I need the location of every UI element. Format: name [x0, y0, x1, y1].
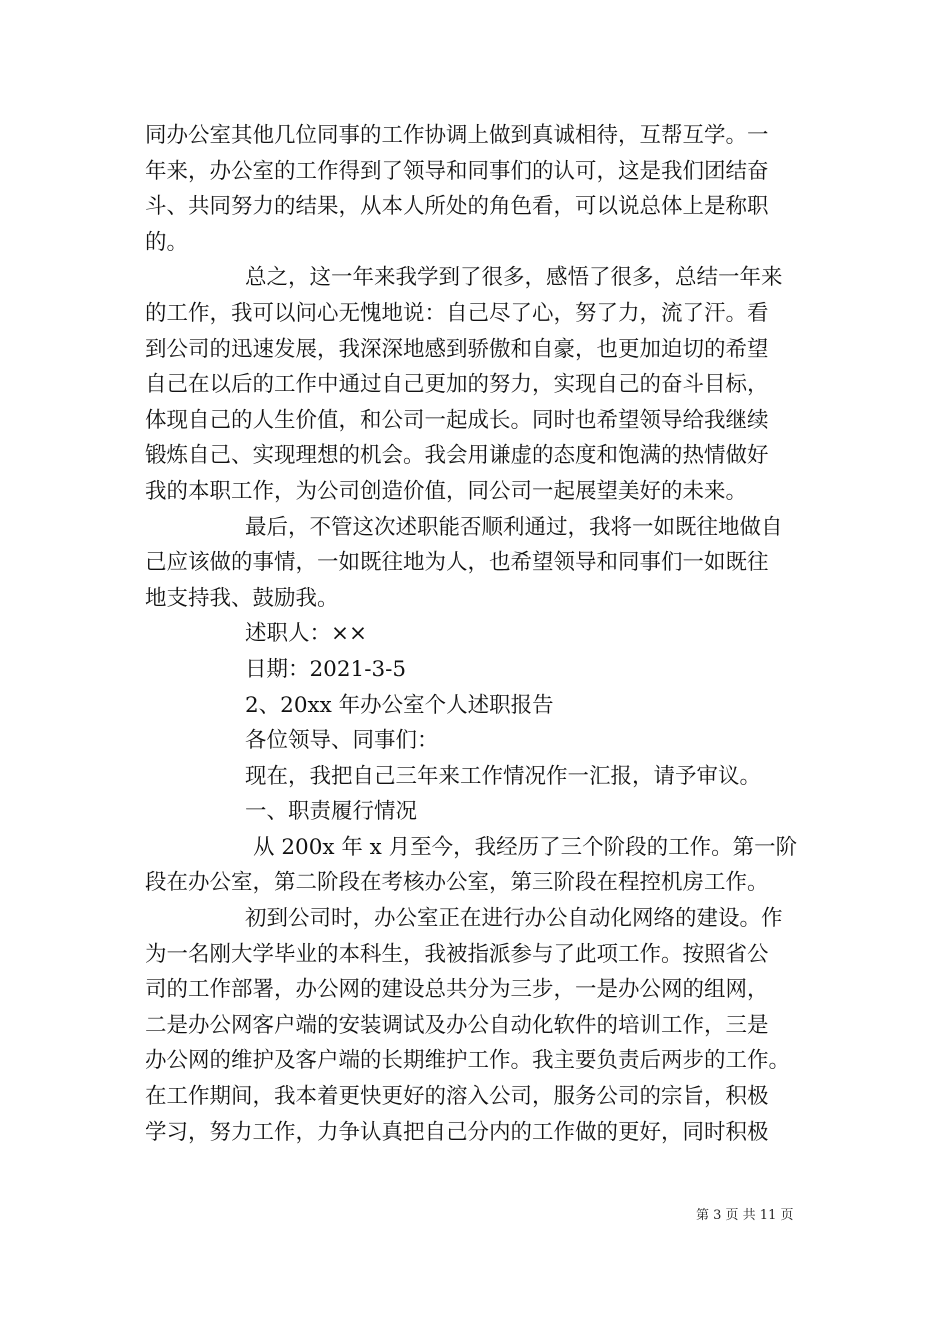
- text-line: 体现自己的人生价值，和公司一起成长。同时也希望领导给我继续: [145, 407, 769, 433]
- section-title: 2、20xx 年办公室个人述职报告: [245, 692, 554, 718]
- text-line: 学习，努力工作，力争认真把自己分内的工作做的更好，同时积极: [145, 1119, 769, 1145]
- body-text: [145, 118, 815, 1150]
- text-line: 现在，我把自己三年来工作情况作一汇报，请予审议。: [245, 763, 762, 789]
- date-line: 日期：2021-3-5: [245, 656, 407, 682]
- text-line: 到公司的迅速发展，我深深地感到骄傲和自豪，也更加迫切的希望: [145, 336, 769, 362]
- text-line: 最后，不管这次述职能否顺利通过，我将一如既往地做自: [245, 514, 783, 540]
- subsection-heading: 一、职责履行情况: [245, 799, 418, 825]
- salutation: 各位领导、同事们：: [245, 728, 439, 754]
- text-line: 办公网的维护及客户端的长期维护工作。我主要负责后两步的工作。: [145, 1048, 791, 1074]
- text-line: 在工作期间，我本着更快更好的溶入公司，服务公司的宗旨，积极: [145, 1084, 769, 1110]
- text-line: 的。: [145, 229, 189, 255]
- text-line: 的工作，我可以问心无愧地说：自己尽了心，努了力，流了汗。看: [145, 300, 769, 326]
- text-line: 斗、共同努力的结果，从本人所处的角色看，可以说总体上是称职: [145, 194, 769, 220]
- text-line: 地支持我、鼓励我。: [145, 585, 339, 611]
- text-line: 总之，这一年来我学到了很多，感悟了很多，总结一年来: [245, 265, 783, 291]
- signer-line: 述职人：××: [245, 621, 368, 647]
- text-line: 初到公司时，办公室正在进行办公自动化网络的建设。作: [245, 906, 783, 932]
- text-line: 从 200x 年 x 月至今，我经历了三个阶段的工作。第一阶: [253, 834, 798, 860]
- page-number-footer: 第 3 页 共 11 页: [696, 1208, 794, 1223]
- text-line: 司的工作部署，办公网的建设总共分为三步，一是办公网的组网，: [145, 977, 769, 1003]
- text-line: 同办公室其他几位同事的工作协调上做到真诚相待，互帮互学。一: [145, 123, 769, 148]
- text-line: 为一名刚大学毕业的本科生，我被指派参与了此项工作。按照省公: [145, 941, 769, 967]
- text-line: 锻炼自己、实现理想的机会。我会用谦虚的态度和饱满的热情做好: [145, 443, 769, 469]
- text-line: 我的本职工作，为公司创造价值，同公司一起展望美好的未来。: [145, 478, 748, 504]
- text-line: 二是办公网客户端的安装调试及办公自动化软件的培训工作，三是: [145, 1012, 769, 1038]
- text-line: 自己在以后的工作中通过自己更加的努力，实现自己的奋斗目标，: [145, 372, 769, 398]
- text-line: 年来，办公室的工作得到了领导和同事们的认可，这是我们团结奋: [145, 158, 769, 184]
- text-line: 己应该做的事情，一如既往地为人，也希望领导和同事们一如既往: [145, 550, 769, 576]
- text-line: 段在办公室，第二阶段在考核办公室，第三阶段在程控机房工作。: [145, 870, 769, 896]
